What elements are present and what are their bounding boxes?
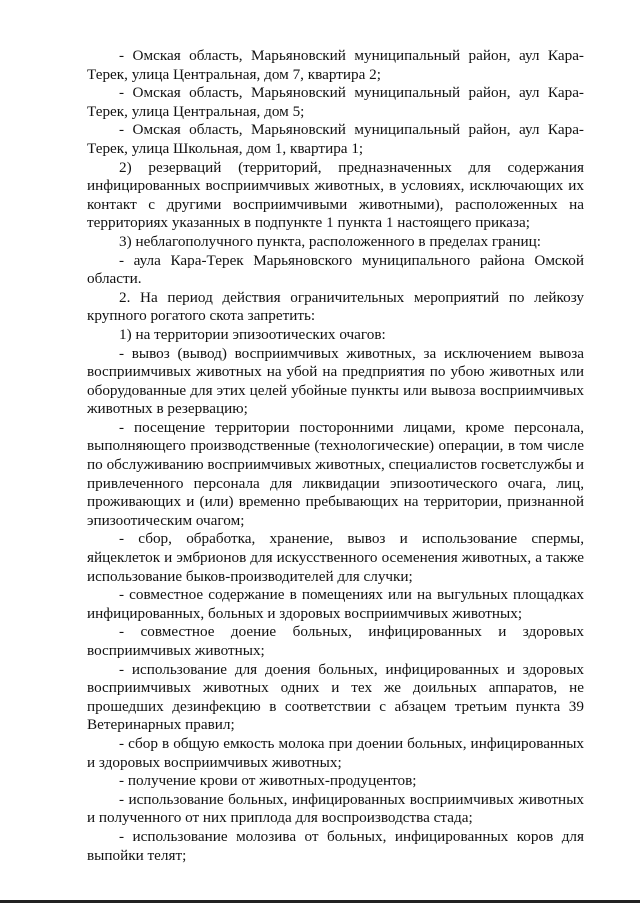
prohibition-item: - сбор, обработка, хранение, вывоз и использование спермы, яйцеклеток и эмбрионов для искусственного осеменения животных, а также использование быков-производителей для случки; (87, 530, 584, 585)
settlement-item: - аула Кара-Терек Марьяновского муниципального района Омской области. (87, 251, 584, 288)
scan-bottom-edge (0, 900, 640, 903)
prohibition-item: - посещение территории посторонними лицами, кроме персонала, выполняющего производственные (технологические) операции, в том числе по обслуживанию восприимчивых животных, специалистов госветслужбы и привлеченного персонала для ликвидации эпизоотического очага, лиц, проживающих и (или) временно пребывающих на территории, признанной эпизоотическим очагом; (87, 418, 584, 529)
address-item: - Омская область, Марьяновский муниципальный район, аул Кара-Терек, улица Центральная, дом 5; (87, 84, 584, 120)
prohibition-item: - сбор в общую емкость молока при доении больных, инфицированных и здоровых восприимчивых животных; (87, 734, 584, 771)
prohibition-item: - использование для доения больных, инфицированных и здоровых восприимчивых животных одних и тех же доильных аппаратов, не прошедших дезинфекцию в соответствии с абзацем третьим пункта 39 Ветеринарных правил; (87, 660, 584, 734)
address-item: - Омская область, Марьяновский муниципальный район, аул Кара-Терек, улица Центральная, дом 7, квартира 2; (87, 47, 584, 83)
outbreak-territory-clause: 1) на территории эпизоотических очагов: (119, 325, 386, 343)
address-item: - Омская область, Марьяновский муниципальный район, аул Кара-Терек, улица Школьная, дом 1, квартира 1; (87, 121, 584, 157)
prohibition-item: - вывоз (вывод) восприимчивых животных, за исключением вывоза восприимчивых животных на убой на предприятия по убою животных или оборудованные для этих целей убойные пункты или вывоза восприимчивых животных в резервацию; (87, 344, 584, 418)
prohibition-item: - использование молозива от больных, инфицированных коров для выпойки телят; (87, 827, 584, 864)
prohibition-item: - совместное доение больных, инфицированных и здоровых восприимчивых животных; (87, 623, 584, 659)
prohibition-heading: 2. На период действия ограничительных мероприятий по лейкозу крупного рогатого скота запретить: (87, 288, 584, 325)
prohibition-item: - использование больных, инфицированных восприимчивых животных и полученного от них приплода для воспроизводства стада; (87, 790, 584, 827)
prohibition-item: - получение крови от животных-продуцентов; (119, 772, 417, 790)
unfavorable-point-clause: 3) неблагополучного пункта, расположенного в пределах границ: (119, 232, 541, 250)
prohibition-item: - совместное содержание в помещениях или на выгульных площадках инфицированных, больных и здоровых восприимчивых животных; (87, 586, 584, 622)
reservation-clause: 2) резерваций (территорий, предназначенных для содержания инфицированных восприимчивых животных, в условиях, исключающих их контакт с другими восприимчивыми животными), расположенных на территориях указанных в подпункте 1 пункта 1 настоящего приказа; (87, 158, 584, 232)
